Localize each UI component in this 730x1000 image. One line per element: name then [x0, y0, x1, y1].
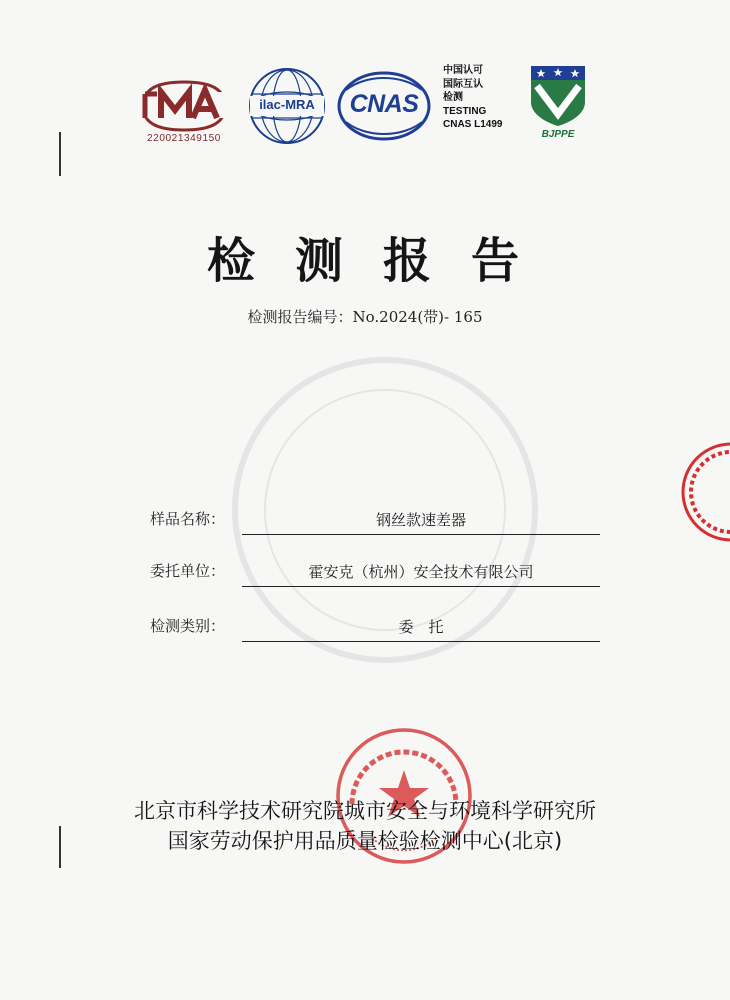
- report-title: 检测报告: [206, 233, 559, 289]
- field-test-type: [150, 612, 600, 642]
- report-number: 检测报告编号：No.2024(带)- 165: [247, 308, 483, 326]
- cnas-info-line: 中国认可: [443, 65, 483, 76]
- binding-mark-top: [59, 132, 61, 176]
- issuer-center: 国家劳动保护用品质量检验检测中心(北京): [167, 829, 563, 853]
- field-value: 委 托: [242, 613, 600, 642]
- field-sample-name: [150, 505, 600, 535]
- field-client: [150, 557, 600, 587]
- ilac-mra-logo: [247, 66, 327, 146]
- ilac-mra-text: ilac-MRA: [259, 97, 315, 112]
- cnas-info-line: 国际互认: [443, 78, 483, 90]
- bjppe-logo: [527, 62, 589, 146]
- field-value: 钢丝款速差器: [242, 506, 600, 535]
- cnas-info-line: 检测: [443, 92, 463, 103]
- field-label: 样品名称：: [150, 510, 226, 528]
- page-edge-seal: [675, 438, 730, 546]
- issuer-institute: 北京市科学技术研究院城市安全与环境科学研究所: [134, 799, 596, 823]
- field-label: 检测类别：: [150, 617, 226, 635]
- cnas-info-line: CNAS L1499: [443, 119, 503, 130]
- cnas-accreditation-info: [443, 64, 523, 132]
- cnas-info-line: TESTING: [443, 105, 487, 117]
- cma-logo: [135, 78, 233, 148]
- cnas-logo: [336, 70, 432, 142]
- field-value: 霍安克（杭州）安全技术有限公司: [242, 558, 600, 587]
- bjppe-text: BJPPE: [541, 129, 575, 140]
- field-label: 委托单位：: [150, 562, 226, 580]
- cma-number: 220021349150: [147, 133, 221, 144]
- cnas-text: CNAS: [349, 90, 419, 118]
